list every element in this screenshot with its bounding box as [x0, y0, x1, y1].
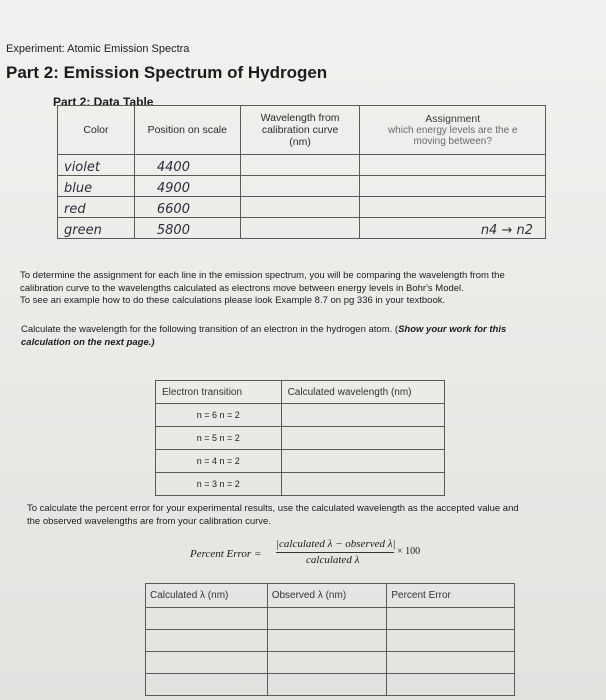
- cell-percent-error[interactable]: [387, 652, 515, 674]
- cell-wavelength[interactable]: [240, 218, 360, 239]
- cell-calculated-wavelength[interactable]: [281, 473, 444, 496]
- table-row: [58, 155, 546, 176]
- cell-calculated[interactable]: [146, 674, 268, 696]
- assignment-header-line3: moving between?: [413, 136, 492, 147]
- cell-percent-error[interactable]: [387, 674, 515, 696]
- formula-numerator: |calculated λ − observed λ|: [276, 538, 396, 550]
- cell-color[interactable]: green: [58, 218, 135, 239]
- col-calculated-header: Calculated λ (nm): [146, 584, 268, 608]
- cell-assignment[interactable]: [360, 176, 546, 197]
- cell-transition: n = 5 n = 2: [156, 427, 282, 450]
- wavelength-header-line1: Wavelength from: [260, 112, 340, 124]
- table-row: [156, 473, 445, 496]
- cell-observed[interactable]: [267, 652, 387, 674]
- experiment-title: Experiment: Atomic Emission Spectra: [6, 43, 190, 55]
- cell-color[interactable]: blue: [58, 176, 135, 197]
- cell-color[interactable]: violet: [58, 155, 135, 176]
- col-position-header: Position on scale: [134, 106, 240, 155]
- instruction-emphasis: calculation on the next page.): [21, 336, 155, 348]
- table-row: [156, 450, 445, 473]
- instruction-emphasis: Show your work for this: [398, 324, 507, 335]
- cell-transition: n = 6 n = 2: [156, 404, 282, 427]
- instruction-line: [21, 337, 581, 350]
- cell-assignment[interactable]: [360, 155, 546, 176]
- cell-calculated-wavelength[interactable]: [281, 427, 444, 450]
- formula-multiplier: × 100: [397, 546, 421, 557]
- instruction-text: Calculate the wavelength for the following transition of an electron in the hydrogen atom. (: [21, 324, 399, 335]
- col-transition-header: Electron transition: [156, 381, 282, 404]
- table-row: [146, 674, 515, 696]
- cell-observed[interactable]: [267, 674, 387, 696]
- cell-percent-error[interactable]: [387, 608, 515, 630]
- cell-assignment[interactable]: n4 → n2: [360, 218, 546, 239]
- instruction-line: To determine the assignment for each line in the emission spectrum, you will be comparing the wavelength from the: [20, 270, 505, 281]
- cell-position[interactable]: 5800: [134, 218, 240, 239]
- col-calculated-header: Calculated wavelength (nm): [281, 381, 444, 404]
- cell-wavelength[interactable]: [240, 176, 360, 197]
- assignment-instructions: [20, 270, 580, 308]
- percent-error-table: [145, 583, 515, 696]
- wavelength-header-line2: calibration curve: [261, 124, 339, 136]
- cell-calculated[interactable]: [146, 608, 268, 630]
- table-row: [156, 404, 445, 427]
- assignment-header-line1: Assignment: [425, 113, 481, 125]
- percent-error-instructions: [27, 503, 587, 528]
- data-table: [57, 105, 546, 239]
- cell-observed[interactable]: [267, 630, 387, 652]
- cell-position[interactable]: 6600: [134, 197, 240, 218]
- table-row: [58, 218, 546, 239]
- table-row: [146, 608, 515, 630]
- formula-label: Percent Error =: [190, 548, 262, 560]
- fraction-bar: [276, 552, 394, 553]
- calculation-instructions: [21, 324, 581, 349]
- cell-calculated[interactable]: [146, 652, 268, 674]
- cell-wavelength[interactable]: [240, 155, 360, 176]
- col-wavelength-header: [240, 106, 360, 155]
- table-row: [146, 652, 515, 674]
- assignment-header-line2: which energy levels are the e: [387, 125, 518, 136]
- cell-wavelength[interactable]: [240, 197, 360, 218]
- part-title: Part 2: Emission Spectrum of Hydrogen: [6, 63, 328, 82]
- cell-percent-error[interactable]: [387, 630, 515, 652]
- transition-table: [155, 380, 445, 496]
- instruction-line: the observed wavelengths are from your calibration curve.: [27, 515, 271, 527]
- cell-transition: n = 3 n = 2: [156, 473, 282, 496]
- col-color-header: Color: [58, 106, 135, 155]
- data-table-header-row: [58, 106, 546, 155]
- transition-header-row: [156, 381, 445, 404]
- data-table-title: Part 2: Data Table: [53, 95, 154, 109]
- table-row: [58, 197, 546, 218]
- cell-position[interactable]: 4400: [134, 155, 240, 176]
- table-row: [156, 427, 445, 450]
- instruction-line: calibration curve to the wavelengths calculated as electrons move between energy levels in Bohr's Model.: [20, 282, 464, 294]
- col-error-header: Percent Error: [387, 584, 515, 608]
- col-observed-header: Observed λ (nm): [267, 584, 387, 608]
- instruction-line: [21, 324, 581, 337]
- cell-assignment[interactable]: [360, 197, 546, 218]
- col-assignment-header: [360, 106, 546, 155]
- formula-denominator: calculated λ: [306, 554, 360, 566]
- cell-observed[interactable]: [267, 608, 387, 630]
- cell-calculated-wavelength[interactable]: [281, 450, 444, 473]
- cell-transition: n = 4 n = 2: [156, 450, 282, 473]
- cell-calculated[interactable]: [146, 630, 268, 652]
- cell-calculated-wavelength[interactable]: [281, 404, 444, 427]
- cell-position[interactable]: 4900: [134, 176, 240, 197]
- table-row: [146, 630, 515, 652]
- instruction-line: To see an example how to do these calculations please look Example 8.7 on pg 336 in your textbook.: [20, 295, 446, 306]
- wavelength-header-line3: (nm): [289, 136, 311, 148]
- table-row: [58, 176, 546, 197]
- cell-color[interactable]: red: [58, 197, 135, 218]
- error-header-row: [146, 584, 515, 608]
- instruction-line: To calculate the percent error for your experimental results, use the calculated wavelength as the accepted value and: [27, 503, 519, 514]
